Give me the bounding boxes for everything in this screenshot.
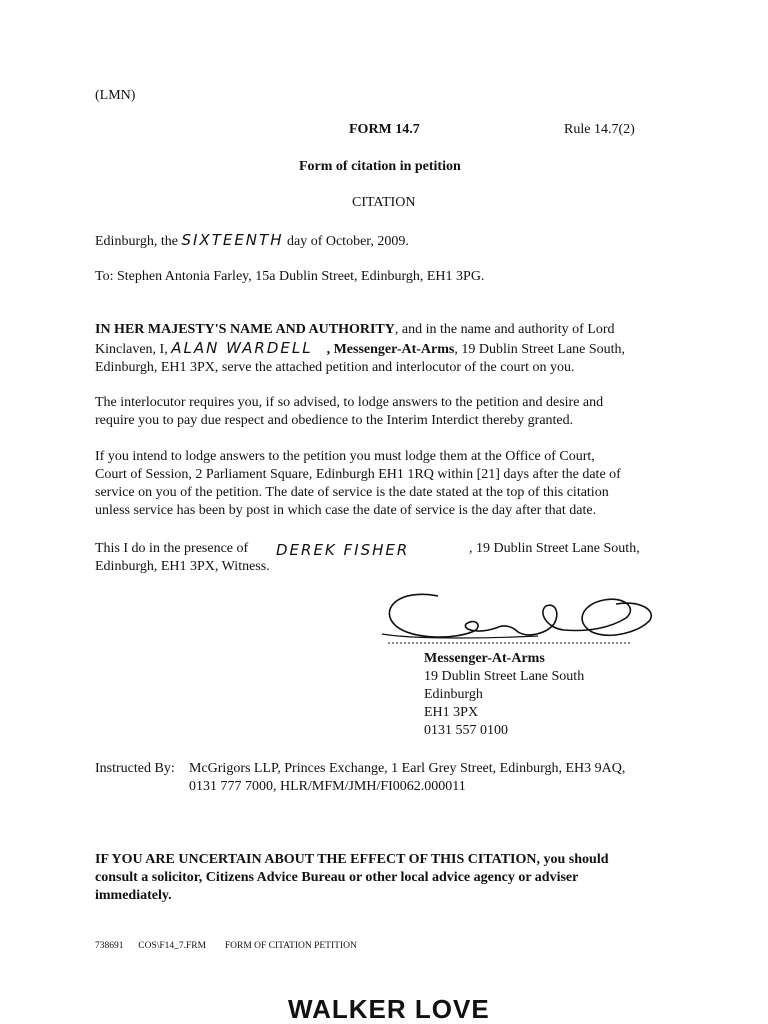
authority-paragraph: [95, 321, 695, 377]
address-line-3: EH1 3PX: [424, 705, 479, 720]
rule-reference: Rule 14.7(2): [564, 122, 635, 137]
footer-line: [95, 937, 357, 955]
form-number: FORM 14.7: [349, 122, 420, 137]
witness-line-2: Edinburgh, EH1 3PX, Witness.: [95, 559, 270, 574]
instructed-by-line-1: McGrigors LLP, Princes Exchange, 1 Earl Grey Street, Edinburgh, EH3 9AQ,: [189, 761, 626, 776]
warning-notice: [95, 851, 715, 905]
messenger-address-block: [424, 650, 584, 740]
date-prefix: Edinburgh, the: [95, 234, 178, 249]
instructed-by-label: Instructed By:: [95, 761, 175, 776]
handwritten-day: SIXTEENTH: [181, 231, 284, 249]
handwritten-witness-name: DEREK FISHER: [276, 541, 410, 559]
footer-form-name: FORM OF CITATION PETITION: [224, 941, 357, 951]
brand-logo: WALKER LOVE: [288, 994, 490, 1024]
warning-line-2: consult a solicitor, Citizens Advice Bureau or other local advice agency or adviser: [95, 870, 579, 885]
authority-line-3: Edinburgh, EH1 3PX, serve the attached petition and interlocutor of the court on you.: [95, 360, 575, 375]
authority-text-3: , 19 Dublin Street Lane South,: [454, 342, 626, 357]
phone-number: 0131 557 0100: [424, 723, 508, 738]
answers-line-1: If you intend to lodge answers to the petition you must lodge them at the Office of Court,: [95, 449, 595, 464]
address-line-1: 19 Dublin Street Lane South: [424, 669, 585, 684]
witness-suffix: , 19 Dublin Street Lane South,: [469, 541, 640, 556]
witness-line-1: [95, 540, 248, 558]
authority-line-2: [95, 339, 695, 359]
authority-text-2: Kinclaven, I,: [95, 342, 168, 357]
footer-file: COS\F14_7.FRM: [138, 941, 207, 951]
handwritten-messenger-name: ALAN WARDELL: [171, 339, 313, 357]
authority-text-1: , and in the name and authority of Lord: [394, 322, 615, 337]
messenger-role-heading: Messenger-At-Arms: [424, 651, 545, 666]
messenger-role: , Messenger-At-Arms: [326, 342, 455, 357]
address-line-2: Edinburgh: [424, 687, 483, 702]
answers-line-2: Court of Session, 2 Parliament Square, Edinburgh EH1 1RQ within [21] days after the date of: [95, 467, 621, 482]
footer-ref: 738691: [95, 941, 124, 951]
instructed-by-line-2: 0131 777 7000, HLR/MFM/JMH/FI0062.000011: [189, 779, 466, 794]
date-line: [95, 231, 409, 251]
interlocutor-line-2: require you to pay due respect and obedience to the Interim Interdict thereby granted.: [95, 413, 574, 428]
authority-line-1: [95, 321, 695, 339]
interlocutor-paragraph: [95, 394, 695, 430]
document-type: CITATION: [352, 195, 416, 210]
form-title: Form of citation in petition: [299, 159, 461, 174]
warning-line-1: IF YOU ARE UNCERTAIN ABOUT THE EFFECT OF THIS CITATION, you should: [95, 852, 609, 867]
interlocutor-line-1: The interlocutor requires you, if so advised, to lodge answers to the petition and desire and: [95, 395, 604, 410]
date-suffix: day of October, 2009.: [286, 234, 409, 249]
signature-image: [378, 588, 668, 650]
answers-paragraph: [95, 448, 695, 520]
answers-line-4: unless service has been by post in which case the date of service is the day after that date.: [95, 503, 597, 518]
authority-lead: IN HER MAJESTY'S NAME AND AUTHORITY: [95, 322, 395, 337]
warning-line-3: immediately.: [95, 888, 172, 903]
recipient-line: To: Stephen Antonia Farley, 15a Dublin Street, Edinburgh, EH1 3PG.: [95, 269, 485, 284]
answers-line-3: service on you of the petition. The date of service is the date stated at the top of this citation: [95, 485, 609, 500]
form-code: (LMN): [95, 88, 136, 103]
witness-prefix: This I do in the presence of: [95, 541, 249, 556]
